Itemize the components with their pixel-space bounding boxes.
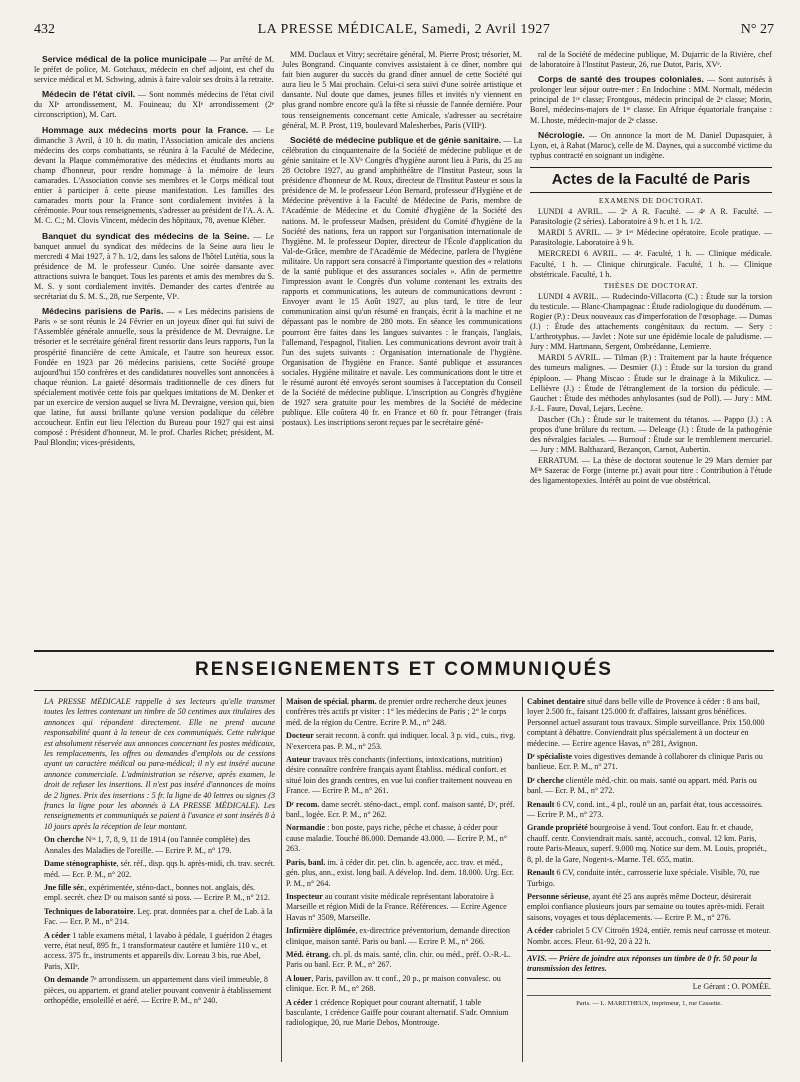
classified-ad: A céder cabriolet 5 CV Citroën 1924, entièr. remis neuf carrosse et moteur. Nombr. acces. Fleur. 61-92, 20 à 22 h. bbox=[527, 926, 771, 946]
classified-ad: Dʳ recom. dame secrét. sténo-dact., empl. conf. maison santé, Dʳ, préf. banl., logée. Ecr. P. M., n° 262. bbox=[286, 799, 515, 820]
classified-ad: Maison de spécial. pharm. de premier ordre recherche deux jeunes confrères très actifs pr visiter : 1° les médecins de Paris ; 2° le corps méd. de la région du Centre. Ecrire P. M., n° 248. bbox=[286, 697, 507, 727]
news-item: MM. Duclaux et Vitry; secrétaire général, M. Pierre Prost; trésorier, M. Jules Bongrand. Cinquante convives assistaient à ce dîner, nombre qui fait bien augurer du succès du grand dîner annuel de cette Société qui aura lieu le 5 Mai prochain. Celui-ci sera suivi d'une soirée artistique et dansante. Nul doute que dames, jeunes filles et invités n'y viennent en plus grand nombre encore qu'à la fête si réussie de l'année dernière. Pour tous renseignements concernant cette Amicale, s'adresser au secrétaire général, M. P. Prost, 119, boulevard Malesherbes, Paris (VIIIᵉ). bbox=[282, 50, 522, 130]
classified-ad: Renault 6 CV, cond. int., 4 pl., roulé un an, parfait état, tous accessoires. — Ecrire P. M., n° 273. bbox=[527, 799, 763, 820]
classified-ad: Dʳ spécialiste voies digestives demande à collaborer ds clinique Paris ou banlieue. Ecr. P. M., n° 271. bbox=[527, 752, 763, 772]
classified-ad: On demande 7ᵉ arrondissem. un appartement dans vieil immeuble, 8 pièces, ou appartem. et grand atelier pouvant convenir à établissement orthopédie, ensoleillé et aéré. — Ecrire P. M., n° 240. bbox=[44, 975, 272, 1005]
subheading-examens: EXAMENS DE DOCTORAT. bbox=[598, 195, 704, 205]
printer-line: Paris. — L. MARETHEUX, imprimeur, 1, rue Cassette. bbox=[527, 995, 771, 1009]
news-item: Médecins parisiens de Paris. — « Les médecins parisiens de Paris » se sont réunis le 24 Février en un joyeux dîner qui fut suivi de l'Assemblée générale annuelle, sous la présidence de M. Devraigne. Le trésorier et le secrétaire général firent ressortir dans leurs rapports, l'un la prospérité financière de cette Amicale, et l'autre son heureux essor. Fondée en 1923 par 26 médecins parisiens, cette Société groupe aujourd'hui 150 confrères et des candidatures nouvelles sont annoncées à chaque réunion. La gaieté désormais traditionnelle de ces dîners fut spécialement motivée cette fois par quelques imitations de M. Denker et par un exercice de version auquel se livra M. Devraigne, version qui, bien que latine, fut aussi brillante qu'une version podalique du célèbre accoucheur. Enfin eut lieu l'élection du Bureau pour 1927 qui est ainsi composé : Président d'honneur, M. le prof. Charles Richet; président, M. Paul Blondin; vices-présidents, bbox=[34, 306, 274, 448]
classified-ad: Inspecteur au courant visite médicale représentant laboratoire à Marseille et région Midi de la France. Références. — Ecrire Agence Havas n° 3509, Marseille. bbox=[286, 891, 507, 922]
news-item: Service médical de la police municipale — Par arrêté de M. le préfet de police, M. Gotchaux, médecin en chef adjoint, est chef du service médical et M. Schwing, admis à faire valoir ses droits à la retraite. bbox=[34, 54, 274, 85]
classified-ad: Personne sérieuse, ayant été 25 ans auprès même Docteur, désirerait emploi confiance plusieurs jours par semaine ou toutes après-midi. Ferait saisons, voyages et tous déplacements. — Ecrire P. M., n° 276. bbox=[527, 891, 765, 922]
column-divider bbox=[522, 697, 523, 1062]
classified-ad: Dame sténographiste, sér. réf., disp. qqs h. après-midi, ch. trav. secrét. méd. — Ecr. P. M., n° 202. bbox=[44, 859, 275, 879]
news-column-2 bbox=[282, 50, 522, 645]
news-item: Banquet du syndicat des médecins de la Seine. — Le banquet annuel du syndicat des médecins de la Seine aura lieu le mercredi 4 Mai 1927, à 7 h. 1/2, dans les salons de l'hôtel Lutétia, sous la présidence de M. le professeur Cunéo. Une soirée dansante avec attractions suivra le banquet. Tous les parents et amis des membres du S. M. S. y sont cordialement invités. Demander des cartes d'entrée au secrétariat du S. M. S., 28, rue Serpente, VIᵉ. bbox=[34, 230, 274, 302]
news-item: Médecin de l'état civil. — Sont nommés médecins de l'état civil du XIᵉ arrondissement, M. Fouineau; du XIᵉ arrondissement (2ᵉ circonscription), M. Cart. bbox=[34, 89, 274, 120]
news-item: Hommage aux médecins morts pour la France. — Le dimanche 3 Avril, à 10 h. du matin, l'Association amicale des anciens médecins des corps combattants, se réunira à la Faculté de Médecine, devant la Plaque commémorative des médecins et étudiants morts au champ d'honneur, pour rendre hommage à la mémoire de leurs camarades. L'Association convie ses membres et le Corps médical tout entier à participer à cette pieuse manifestation. Les familles des camarades morts pour la France sont cordialement invitées à la cérémonie. Pour tous renseignements, s'adresser au président de l'A. A. A. M. C. C.; M. Clovis Vincent, médecin des hôpitaux, 78, avenue Kléber. bbox=[34, 124, 274, 226]
classified-ad: Renault 6 CV, conduite intér., carrosserie luxe spéciale. Visible, 70, rue Turbigo. bbox=[527, 868, 760, 888]
classifieds-column-2 bbox=[286, 697, 517, 1067]
news-item: Société de médecine publique et de génie sanitaire. — La célébration du cinquantenaire de la Société de médecine publique et de génie sanitaire et le XVᵉ Congrès d'hygiène auront lieu à Paris, du 25 au 28 Octobre 1927, au grand amphithéâtre de l'Institut Pasteur, sous la présidence d'honneur de M. Roux, directeur de l'Institut Pasteur et sous la présidence de M. le professeur Léon Bernard, professeur d'Hygiène et de Médecine préventive à la Faculté de Médecine de Paris, membre de l'Académie de Médecine et du Comité d'hygiène de la Société des nations. M. le professeur Madsen, président du Comité d'hygiène de la Société des nations, fera un rapport sur l'organisation internationale de l'hygiène. M. le professeur Dopter, directeur de l'École d'application du Val-de-Grâce, membre de l'Académie de Médecine, parlera de l'hygiène militaire. Un rapport sera consacré à l'importante question des « relations de la santé publique et des assurances sociales ». Afin de permettre l'impression avant le Congrès d'un volume contenant les extraits des rapports et communications, les auteurs de communications devront : Envoyer avant le 15 Août 1927, au plus tard, le titre de leur communication ainsi qu'un résumé en français, écrit à la machine et ne dépassant pas le nombre de 280 mots. En séance les communications pourront être faites dans les langues suivantes : le français, l'anglais, l'allemand, l'espagnol, l'italien. Les communications devront avoir trait à l'un des sujets suivants : Organisation internationale de l'hygiène. Organisation de l'hygiène en France. Santé publique et assurances sociales. Hygiène militaire et navale. Les communications dont le titre et le résumé auront été envoyés seront soumises à l'acceptation du Conseil de la Société de médecine publique. L'inscription au Congrès d'hygiène de 1927 sera gratuite pour les membres de la Société de médecine publique. Elle coûtera 40 fr. en France et 60 fr. pour l'étranger (frais postaux). Les inscriptions seront reçues par le secrétaire géné- bbox=[282, 134, 522, 428]
thesis-entry: Dascher (Ch.) : Étude sur le traitement du tétanos. — Pappo (J.) : A propos d'une brûlure du rectum. — Deleage (J.) : Étude de la pathogénie des névralgies faciales. — Burnouf : Étude sur le tremblement mercuriel. — Jury : MM. Balthazard, Bezançon, Carnot, Aubertin. bbox=[530, 414, 772, 455]
classified-ad: Docteur serait reconn. à confr. qui indiquer. local. 3 p. vid., cuis., rivg. N'exercera pas. P. M., n° 253. bbox=[286, 731, 516, 751]
manager-signature: Le Gérant : O. POMÉE. bbox=[692, 981, 771, 991]
classified-ad: Normandie : bon poste, pays riche, pêche et chasse, à céder pour cause maladie. Touché 86.000. Demande 43.000. — Ecrire P. M., n° 263. bbox=[286, 823, 507, 854]
news-item: ral de la Société de médecine publique, M. Dujarric de la Rivière, chef de laboratoire à l'Institut Pasteur, 26, rue Dutot, Paris, XVᵉ. bbox=[530, 50, 772, 70]
classifieds-column-1 bbox=[44, 697, 275, 1067]
classified-ad: Grande propriété bourgeoise à vend. Tout confort. Eau fr. et chaude, chauff. centr. Conviendrait mais. santé, accouch., conval. 12 km. Paris, route Paris-Meaux, superf. 9.000 mq. Notice sur dem. M. Louis, propriét., 8, pl. de la Gare, Nogent-s.-Marne. Tél. 655, matin. bbox=[527, 823, 767, 864]
news-item: Corps de santé des troupes coloniales. — Sont autorisés à prolonger leur séjour outre-mer : En Indochine : MM. Normalt, médecin principal de 1ʳᵉ classe; Frontgous, médecin principal de 2ᵉ classe; Morin, Borel, médecins-majors de 1ʳᵉ classe. En Afrique équatoriale française : M. Lhoste, médecin-major de 2ᵉ classe. bbox=[530, 74, 772, 125]
classified-ad: Dʳ cherche clientèle méd.-chir. ou mais. santé ou appart. méd. Paris ou banl. — Ecr. P. M., n° 272. bbox=[527, 775, 757, 796]
column-divider bbox=[281, 697, 282, 1062]
classifieds-intro: LA PRESSE MÉDICALE rappelle à ses lecteurs qu'elle transmet toutes les lettres contenant un timbre de 50 centimes aux titulaires des annonces qui répondent directement. Elle ne prend aucune responsabilité quant à la teneur de ces communiqués. Cette rubrique est absolument réservée aux annonces concernant les postes médicaux, les remplacements, les offres ou demandes d'emplois ou de cessions ayant un caractère médical ou para-médical; il n'y est inséré aucune annonce commerciale. L'administration se réserve, après examen, le droit de refuser les insertions. Il n'est pas inséré d'annonces de moins de 2 lignes. Prix des insertions : 5 fr. la ligne de 40 lettres ou signes (3 francs la ligne pour les abonnés à LA PRESSE MÉDICALE). Les renseignements et communiqués se paient à l'avance et sont insérés 8 à 10 jours après la réception de leur montant. bbox=[44, 697, 275, 831]
page-number: 432 bbox=[34, 22, 55, 37]
exam-entry: LUNDI 4 AVRIL. — 2ᵉ A R. Faculté. — 4ᵉ A R. Faculté. — Parasitologie (2 séries). Laboratoire à 9 h. et 1 h. 1/2. bbox=[530, 207, 772, 227]
classified-ad: On cherche Nᵒˢ 1, 7, 8, 9, 11 de 1914 (ou l'année complète) des Annales des Maladies de l'oreille. — Ecrire P. M., n° 179. bbox=[44, 835, 251, 855]
classified-ad: Paris, banl. im. à céder dir. pet. clin. b. agencée, acc. trav. et méd., gén. plus, ann., exist. long bail. A dévelop. Ind. dem. 18.000. Urg. Ecr. P. M., n° 264. bbox=[286, 857, 515, 888]
classified-ad: Méd. étrang. ch. pl. ds mais. santé, clin. chir. ou méd., préf. O.-R.-L. Paris ou banl. Ecr. P. M., n° 267. bbox=[286, 949, 511, 970]
news-column-1 bbox=[34, 50, 274, 645]
publication-title: LA PRESSE MÉDICALE, Samedi, 2 Avril 1927 bbox=[257, 22, 551, 37]
thesis-entry: MARDI 5 AVRIL. — Tilman (P.) : Traitement par la haute fréquence des tumeurs malignes. — Desmier (J.) : Étude sur la torsion du grand épiploon. — Phang Miscao : Étude sur le drainage à la Mikulicz. — Lellièvre (J.) : Étude de l'étranglement de la torsion du pédicule. — Gauchet : Étude des méthodes anhylosantes (sud de Poll). — Jury : MM. J.-L. Faure, Duval, Lejars, Lecène. bbox=[530, 353, 772, 413]
section-heading-actes: Actes de la Faculté de Paris bbox=[530, 167, 772, 193]
classified-ad: Auteur travaux très conchants (infections, intoxications, nutrition) désire connaître confrère français ayant Établiss. médical confort. et situé loin des grands centres, en vue lui confier traitement nouveau en France. — Ecrire P. M., n° 261. bbox=[286, 755, 513, 796]
notice-box: AVIS. — Prière de joindre aux réponses un timbre de 0 fr. 50 pour la transmission des lettres. bbox=[527, 950, 771, 979]
classified-ad: A céder 1 crédence Ropiquet pour courant alternatif, 1 table basculante, 1 crédence Gaiffe pour courant alternatif. S'adr. Omnium radiologique, 20, rue Marie Debos, Montrouge. bbox=[286, 997, 509, 1028]
classified-ad: Infirmière diplômée, ex-directrice préventorium, demande direction clinique, maison santé. Paris ou banl. — Ecrire P. M., n° 266. bbox=[286, 926, 510, 946]
exam-entry: MERCREDI 6 AVRIL. — 4ᵉ. Faculté, 1 h. — Clinique médicale. Faculté, 1 h. — Clinique chirurgicale. Faculté, 1 h. — Clinique obstétricale. Faculté, 1 h. bbox=[530, 249, 772, 279]
classified-ad: Jne fille sér., expérimentée, sténo-dact., bonnes not. anglais, dés. empl. secrét. chez Dʳ ou maison santé si poss. — Ecrire P. M., n° 212. bbox=[44, 882, 270, 903]
page-header bbox=[34, 22, 774, 42]
issue-number: N° 27 bbox=[740, 22, 774, 37]
subheading-theses: THÈSES DE DOCTORAT. bbox=[603, 280, 699, 290]
news-item: Nécrologie. — On annonce la mort de M. Daniel Dupasquier, à Lyon, et, à Rabat (Maroc), celle de M. Daynes, qui a succombé victime du typhus contracté en soignant un indigène. bbox=[530, 129, 772, 160]
classified-ad: Cabinet dentaire situé dans belle ville de Provence à céder : 8 ans bail, loyer 2.500 fr., faisant 125.000 fr. d'affaires, laissant gros bénéfices. Personnel actuel assurant tous travaux. Simple surveillance. Prix 150.000 comptant à débattre. Conviendrait plus spécialement à un docteur en médecine. — Ecrire agence Havas, n° 281, Avignon. bbox=[527, 697, 765, 748]
erratum: ERRATUM. — La thèse de doctorat soutenue le 29 Mars dernier par Mˡˡᵉ Sazerac de Forge (interne pr.) avait pour titre : Contribution à l'étude des ligamentopexies. Intérêt au point de vue obstétrical. bbox=[530, 456, 772, 486]
exam-entry: MARDI 5 AVRIL. — 3ᵉ 1ᵉʳ Médecine opératoire. Ecole pratique. — Parasitologie. Laboratoire à 9 h. bbox=[530, 228, 772, 248]
section-banner: RENSEIGNEMENTS ET COMMUNIQUÉS bbox=[195, 659, 613, 680]
thesis-entry: LUNDI 4 AVRIL. — Rudecindo-Villacorta (C.) : Étude sur la torsion du testicule. — Blanc-Champagnac : Étude radiologique du duodénum. — Rogier (P.) : Deux nouveaux cas d'imperforation de l'œsophage. — Dumas (J.) : Étude des attachements congénitaux du rectum. — Sery : L'arthrotyphus. — Javlet : Note sur une épidémie locale de paludisme. — Jury : MM. Hartmann, Sergent, Ombrédanne, Lemierre. bbox=[530, 291, 772, 352]
classified-ad: A céder 1 table examens métal, 1 lavabo à pédale, 1 guéridon 2 étages verre, état neuf, 895 fr., 1 transformateur cautère et lumière 110 v., et access. 375 fr., instruments et appareils div. Loreau 3 bis, rue Abel, Paris, XIIᵉ. bbox=[44, 930, 273, 971]
classified-ad: Techniques de laboratoire. Leç. prat. données par a. chef de Lab. à la Fac. — Ecr. P. M., n° 214. bbox=[44, 906, 273, 927]
news-column-3 bbox=[530, 50, 772, 645]
classifieds-column-3 bbox=[527, 697, 771, 1067]
divider bbox=[34, 690, 774, 691]
classified-ad: A louer, Paris, pavillon av. tt conf., 20 p., pr maison convalesc. ou clinique. Ecr. P. M., n° 268. bbox=[286, 973, 501, 994]
